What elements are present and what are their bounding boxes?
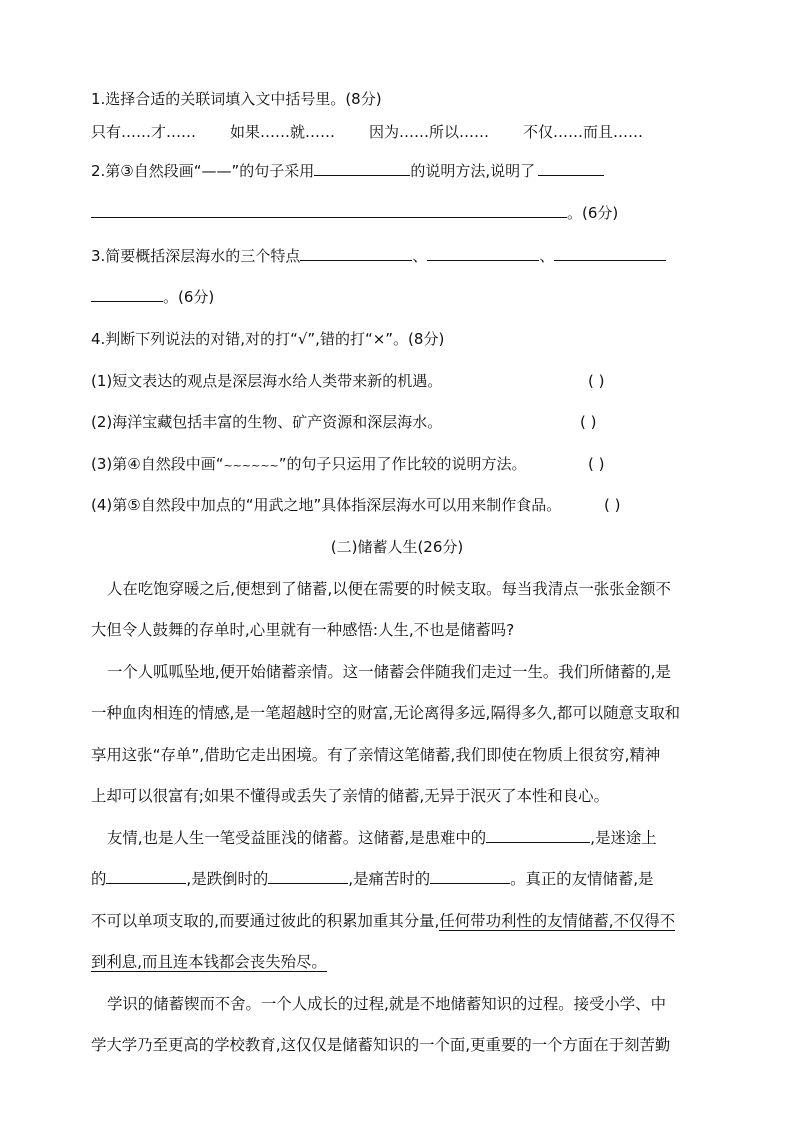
option-1: 只有……才…… [91,123,197,141]
paragraph-1-line-1: 人在吃饱穿暖之后,便想到了储蓄,以便在需要的时候支取。每当我清点一张张金额不 [107,580,671,598]
conjunction-options [91,121,643,143]
paragraph-2-line-3: 享用这张“存单”,借助它走出困境。有了亲情这笔储蓄,我们即使在物质上很贫穷,精神 [91,746,661,764]
paragraph-2-line-2: 一种血肉相连的情感,是一笔超越时空的财富,无论离得多远,隔得多久,都可以随意支取和 [91,704,681,722]
question-2-continuation: 。(6分) [91,202,618,224]
answer-blank[interactable] [91,202,567,218]
judgment-item-3: (3)第④自然段中画“~~~~~~”的句子只运用了作比较的说明方法。 [91,455,527,473]
answer-blank[interactable] [300,245,412,261]
paragraph-4-line-1: 学识的储蓄锲而不舍。一个人成长的过程,就是不地储蓄知识的过程。接受小学、中 [107,995,666,1013]
question-3-prompt: 3.简要概括深层海水的三个特点 、 、 [91,245,666,267]
solid-line-mark: —— [201,162,232,180]
paragraph-3-line-2: 的 ,是跌倒时的 ,是痛苦时的 。真正的友情储蓄,是 [91,870,654,888]
paragraph-3-line-3: 不可以单项支取的,而要通过彼此的积累加重其分量,任何带功利性的友情储蓄,不仅得不 [91,912,676,930]
option-4: 不仅……而且…… [523,123,644,141]
section-title: (二)储蓄人生(26分) [330,538,464,556]
answer-blank[interactable] [486,827,590,843]
paragraph-4-line-2: 学大学乃至更高的学校教育,这仅仅是储蓄知识的一个面,更重要的一个方面在于刻苦勤 [91,1036,671,1054]
option-2: 如果……就…… [230,123,336,141]
option-3: 因为……所以…… [369,123,490,141]
answer-parens[interactable]: ( ) [588,372,605,390]
answer-blank[interactable] [314,160,410,176]
answer-parens[interactable]: ( ) [604,496,621,514]
paragraph-2-line-1: 一个人呱呱坠地,便开始储蓄亲情。这一储蓄会伴随我们走过一生。我们所储蓄的,是 [107,663,671,681]
judgment-item-4: (4)第⑤自然段中加点的“用武之地”具体指深层海水可以用来制作食品。 [91,496,562,514]
answer-blank[interactable] [91,286,163,302]
answer-blank[interactable] [427,245,539,261]
paragraph-3-line-1: 友情,也是人生一笔受益匪浅的储蓄。这储蓄,是患难中的 ,是迷途上 [107,829,657,847]
answer-blank[interactable] [538,160,604,176]
answer-parens[interactable]: ( ) [588,455,605,473]
underlined-sentence: 到利息,而且连本钱都会丧失殆尽。 [91,953,327,971]
paragraph-1-line-2: 大但令人鼓舞的存单时,心里就有一种感悟:人生,不也是储蓄吗? [91,621,515,639]
underlined-sentence: 任何带功利性的友情储蓄,不仅得不 [439,912,676,930]
paragraph-2-line-4: 上却可以很富有;如果不懂得或丢失了亲情的储蓄,无异于泯灭了本性和良心。 [91,787,609,805]
answer-blank[interactable] [106,868,186,884]
question-1-prompt: 1.选择合适的关联词填入文中括号里。(8分) [91,90,382,108]
answer-blank[interactable] [268,868,348,884]
answer-parens[interactable]: ( ) [580,413,597,431]
question-3-continuation: 。(6分) [91,286,214,308]
question-4-prompt: 4.判断下列说法的对错,对的打“√”,错的打“×”。(8分) [91,330,445,348]
answer-blank[interactable] [554,245,666,261]
paragraph-3-line-4 [91,951,699,973]
wavy-line-mark: ~~~~~~ [223,459,279,472]
answer-blank[interactable] [430,868,510,884]
judgment-item-2: (2)海洋宝藏包括丰富的生物、矿产资源和深层海水。 [91,413,443,431]
judgment-item-1: (1)短文表达的观点是深层海水给人类带来新的机遇。 [91,372,443,390]
question-2-prompt: 2.第③自然段画“——”的句子采用 的说明方法,说明了 [91,160,604,182]
